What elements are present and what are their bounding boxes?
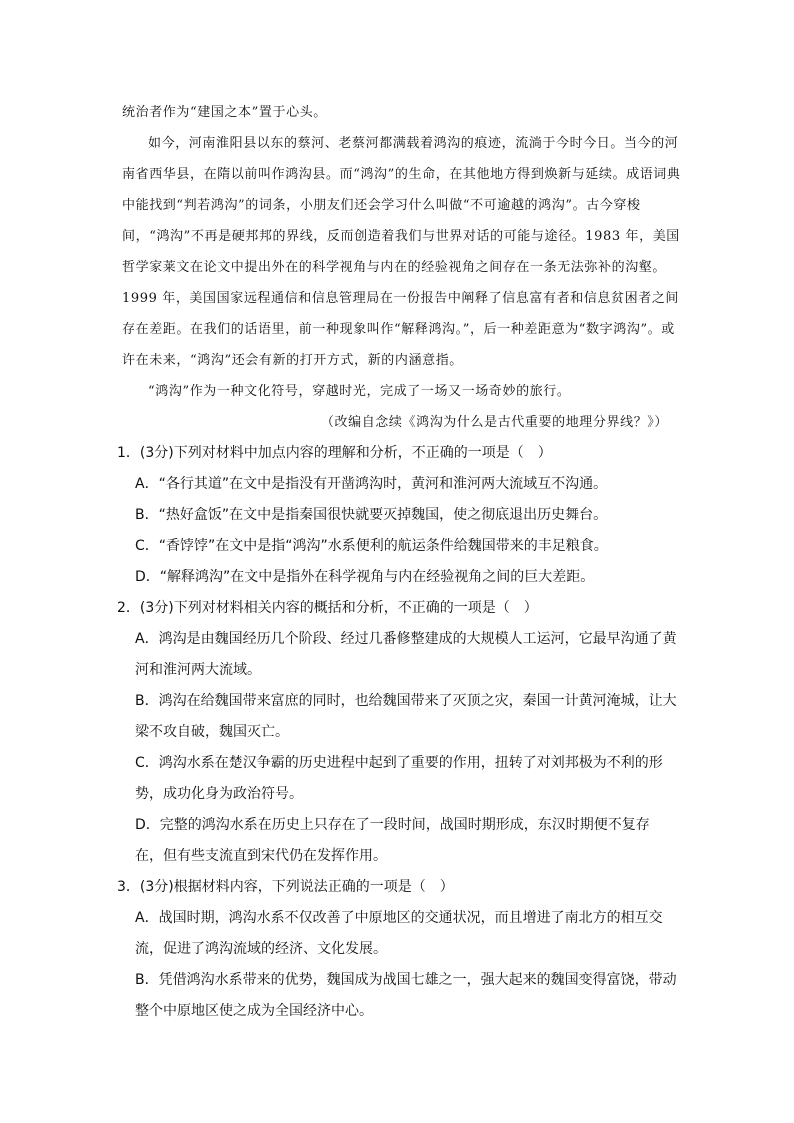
- passage-paragraph-closing: “鸿沟”作为一种文化符号，穿越时光，完成了一场又一场奇妙的旅行。: [148, 384, 571, 399]
- option-a[interactable]: A．“各行其道”在文中是指没有开凿鸿沟时，黄河和淮河两大流域互不沟通。: [135, 476, 608, 492]
- question-stem: 2．(3分)下列对材料相关内容的概括和分析，不正确的一项是（ ）: [117, 600, 538, 616]
- question-list: [117, 438, 677, 1027]
- option-c[interactable]: C．“香饽饽”在文中是指“鸿沟”水系便利的航运条件给魏国带来的丰足粮食。: [135, 538, 608, 554]
- option-b[interactable]: B．凭借鸿沟水系带来的优势，魏国成为战国七雄之一，强大起来的魏国变得富饶，带动整个中原地区使之成为全国经济中心。: [135, 972, 677, 1019]
- reading-passage: [122, 97, 682, 438]
- option-b[interactable]: B．鸿沟在给魏国带来富庶的同时，也给魏国带来了灭顶之灾，秦国一计黄河淹城，让大梁不攻自破，魏国灭亡。: [135, 693, 677, 740]
- question-stem: 3．(3分)根据材料内容，下列说法正确的一项是（ ）: [117, 879, 454, 895]
- option-a[interactable]: A．战国时期，鸿沟水系不仅改善了中原地区的交通状况，而且增进了南北方的相互交流，促进了鸿沟流域的经济、文化发展。: [135, 910, 663, 957]
- option-b[interactable]: B．“热好盒饭”在文中是指秦国很快就要灭掉魏国，使之彻底退出历史舞台。: [135, 507, 608, 523]
- option-a[interactable]: A．鸿沟是由魏国经历几个阶段、经过几番修整建成的大规模人工运河，它最早沟通了黄河和淮河两大流域。: [135, 631, 677, 678]
- option-d[interactable]: D．完整的鸿沟水系在历史上只存在了一段时间，战国时期形成，东汉时期便不复存在，但有些支流直到宋代仍在发挥作用。: [135, 817, 650, 864]
- question-1: [117, 438, 677, 593]
- option-d[interactable]: D．“解释鸿沟”在文中是指外在科学视角与内在经验视角之间的巨大差距。: [135, 569, 595, 585]
- question-2: [117, 593, 677, 872]
- question-stem: 1．(3分)下列对材料中加点内容的理解和分析，不正确的一项是（ ）: [117, 445, 552, 461]
- passage-line-continuation: 统治者作为“建国之本”置于心头。: [122, 105, 327, 120]
- option-c[interactable]: C．鸿沟水系在楚汉争霸的历史进程中起到了重要的作用，扭转了对刘邦极为不利的形势，成功化身为政治符号。: [135, 755, 663, 802]
- question-3: [117, 872, 677, 1027]
- passage-source-citation: （改编自念续《鸿沟为什么是古代重要的地理分界线？》）: [320, 415, 668, 430]
- passage-paragraph: 如今，河南淮阳县以东的蔡河、老蔡河都满载着鸿沟的痕迹，流淌于今时今日。当今的河南省西华县，在隋以前叫作鸿沟县。而“鸿沟”的生命，在其他地方得到焕新与延续。成语词典中能找到“判若鸿沟”的词条，小朋友们还会学习什么叫做“不可逾越的鸿沟”。古今穿梭间，“鸿沟”不再是硬邦邦的界线，反而创造着我们与世界对话的可能与途径。1983 年，美国哲学家莱文在论文中提出外在的科学视角与内在的经验视角之间存在一条无法弥补的沟壑。1999 年，美国国家远程通信和信息管理局在一份报告中阐释了信息富有者和信息贫困者之间存在差距。在我们的话语里，前一种现象叫作“解释鸿沟。”，后一种差距意为“数字鸿沟”。或许在未来，“鸿沟”还会有新的打开方式，新的内涵意指。: [122, 136, 681, 368]
